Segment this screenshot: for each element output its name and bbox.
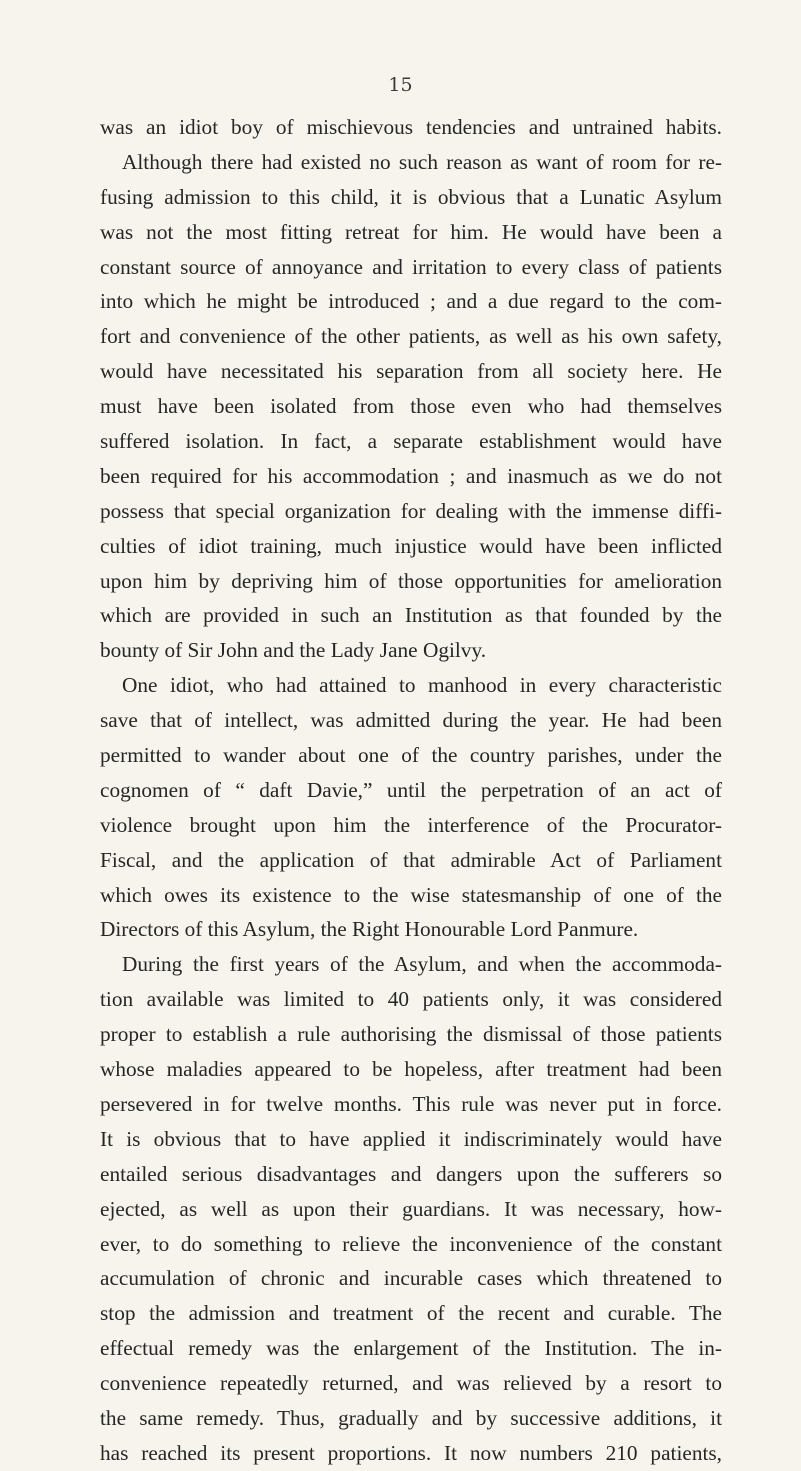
- text-line: suffered isolation. In fact, a separate establishment would have: [100, 429, 722, 454]
- text-line: would have necessitated his separation from all society here. He: [100, 359, 722, 384]
- text-line: culties of idiot training, much injustice would have been inflicted: [100, 533, 722, 558]
- text-line: which are provided in such an Institution as that founded by the: [100, 603, 722, 628]
- page-number: 15: [388, 74, 413, 96]
- text-line: permitted to wander about one of the country parishes, under the: [100, 743, 722, 768]
- text-line: cognomen of “ daft Davie,” until the perpetration of an act of: [100, 777, 722, 802]
- text-line: was an idiot boy of mischievous tendencies and untrained habits.: [100, 115, 722, 139]
- text-line: effectual remedy was the enlargement of the Institution. The in-: [100, 1336, 722, 1361]
- text-line: whose maladies appeared to be hopeless, after treatment had been: [100, 1057, 722, 1082]
- text-line: accumulation of chronic and incurable cases which threatened to: [100, 1266, 722, 1291]
- text-line: It is obvious that to have applied it indiscriminately would have: [100, 1126, 722, 1151]
- text-line: save that of intellect, was admitted during the year. He had been: [100, 708, 722, 733]
- text-line: possess that special organization for dealing with the immense diffi-: [100, 498, 722, 523]
- text-line: fort and convenience of the other patients, as well as his own safety,: [100, 324, 722, 349]
- text-line: was not the most fitting retreat for him. He would have been a: [100, 219, 722, 244]
- body-text: [100, 110, 722, 1471]
- text-line: been required for his accommodation ; and inasmuch as we do not: [100, 463, 722, 488]
- text-line: convenience repeatedly returned, and was relieved by a resort to: [100, 1371, 722, 1396]
- text-line: Fiscal, and the application of that admirable Act of Parliament: [100, 847, 722, 872]
- text-line: violence brought upon him the interference of the Procurator-: [100, 812, 722, 837]
- text-line: persevered in for twelve months. This rule was never put in force.: [100, 1091, 722, 1116]
- text-line: During the first years of the Asylum, and when the accommoda-: [122, 952, 722, 977]
- text-line: tion available was limited to 40 patients only, it was considered: [100, 987, 722, 1012]
- text-line: which owes its existence to the wise statesmanship of one of the: [100, 882, 722, 907]
- text-line: the same remedy. Thus, gradually and by successive additions, it: [100, 1405, 722, 1430]
- text-line: ejected, as well as upon their guardians. It was necessary, how-: [100, 1196, 722, 1221]
- text-line: ever, to do something to relieve the inconvenience of the constant: [100, 1231, 722, 1256]
- text-line: has reached its present proportions. It now numbers 210 patients,: [100, 1440, 722, 1465]
- text-line: constant source of annoyance and irritation to every class of patients: [100, 254, 722, 279]
- text-line: entailed serious disadvantages and dangers upon the sufferers so: [100, 1161, 722, 1186]
- text-line: fusing admission to this child, it is obvious that a Lunatic Asylum: [100, 184, 722, 209]
- text-line: upon him by depriving him of those opportunities for amelioration: [100, 568, 722, 593]
- text-line: One idiot, who had attained to manhood in every characteristic: [122, 673, 722, 698]
- text-line: Directors of this Asylum, the Right Honourable Lord Panmure.: [100, 917, 639, 942]
- text-line: stop the admission and treatment of the recent and curable. The: [100, 1301, 722, 1326]
- text-line: Although there had existed no such reason as want of room for re-: [122, 149, 722, 174]
- text-line: into which he might be introduced ; and a due regard to the com-: [100, 289, 722, 314]
- text-line: must have been isolated from those even who had themselves: [100, 394, 722, 419]
- text-line: proper to establish a rule authorising the dismissal of those patients: [100, 1022, 722, 1047]
- text-line: bounty of Sir John and the Lady Jane Ogilvy.: [100, 638, 487, 663]
